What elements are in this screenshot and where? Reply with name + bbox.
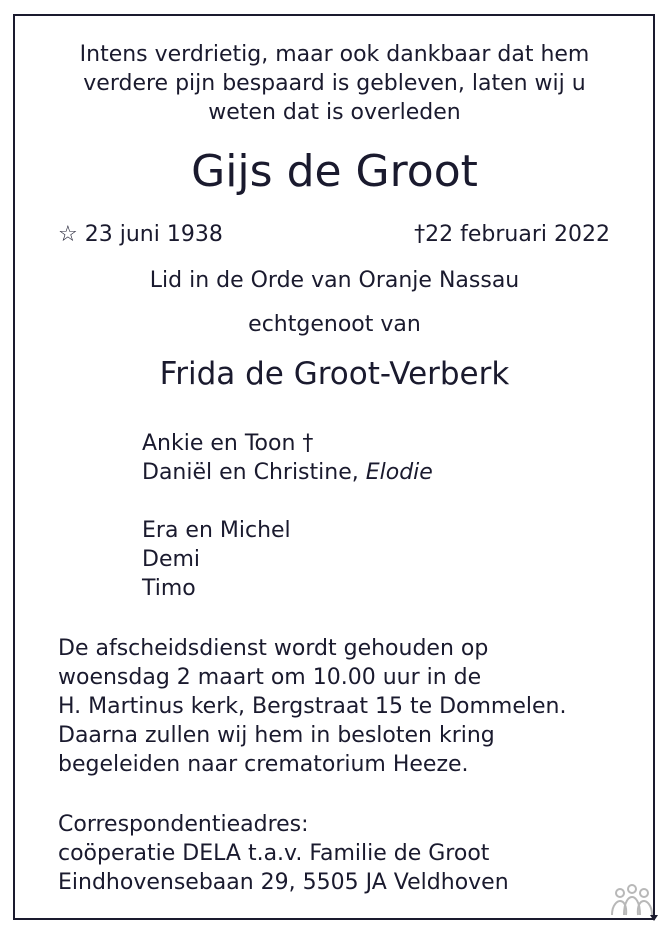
service-line: woensdag 2 maart om 10.00 uur in de [58, 665, 482, 690]
deceased-name: Gijs de Groot [191, 146, 478, 197]
order-membership: Lid in de Orde van Oranje Nassau [149, 268, 520, 293]
grandchild-name: Elodie [365, 460, 433, 485]
family-member: Era en Michel [142, 518, 291, 543]
intro-line: weten dat is overleden [208, 100, 461, 125]
family-member: Demi [142, 547, 201, 572]
service-line: begeleiden naar crematorium Heeze. [58, 752, 469, 777]
family-group-2 [142, 516, 291, 603]
spouse-label: echtgenoot van [248, 312, 421, 337]
correspondence-line: coöperatie DELA t.a.v. Familie de Groot [58, 841, 490, 866]
cross-icon: † [414, 222, 426, 247]
death-date-group [414, 220, 610, 250]
correspondence-line: Eindhovensebaan 29, 5505 JA Veldhoven [58, 870, 509, 895]
family-member-main: Daniël en Christine, [142, 460, 366, 485]
life-dates [58, 220, 610, 250]
people-group-logo [606, 882, 658, 922]
correspondence-line: Correspondentieadres: [58, 812, 309, 837]
service-line: De afscheidsdienst wordt gehouden op [58, 636, 489, 661]
spouse-name: Frida de Groot-Verberk [159, 356, 510, 392]
birth-date: 23 juni 1938 [84, 222, 223, 247]
service-details [58, 634, 638, 779]
triangle-down-icon [650, 915, 658, 921]
service-line: H. Martinus kerk, Bergstraat 15 te Dommelen. [58, 694, 567, 719]
intro-text [30, 40, 639, 127]
intro-line: Intens verdrietig, maar ook dankbaar dat hem [79, 42, 590, 67]
family-member: Ankie en Toon † [142, 431, 314, 456]
birth-date-group [58, 220, 223, 250]
service-line: Daarna zullen wij hem in besloten kring [58, 723, 495, 748]
star-icon: ☆ [58, 222, 78, 247]
family-member: Timo [142, 576, 196, 601]
intro-line: verdere pijn bespaard is gebleven, laten wij u [83, 71, 586, 96]
death-date: 22 februari 2022 [425, 222, 610, 247]
correspondence-address [58, 810, 638, 897]
family-member [142, 458, 433, 487]
family-group-1 [142, 429, 433, 487]
